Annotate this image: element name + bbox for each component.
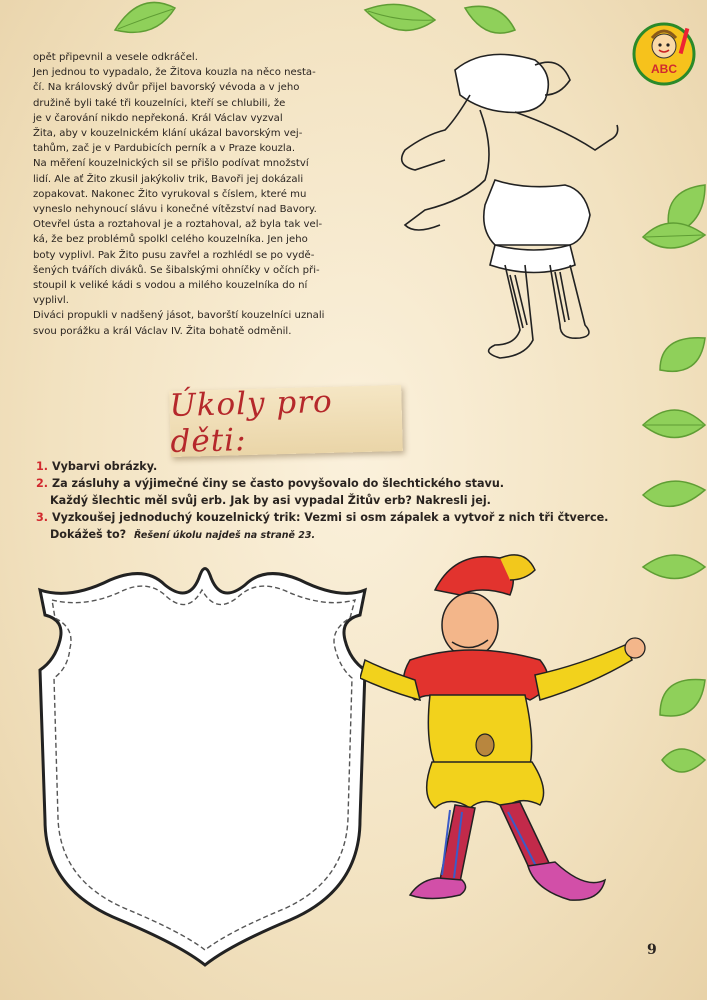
leaf-decoration-icon — [640, 215, 707, 260]
blank-coat-of-arms-shield — [30, 560, 375, 970]
tasks-list — [36, 458, 636, 544]
story-text — [33, 50, 351, 339]
tasks-heading: Úkoly pro děti: — [169, 383, 334, 461]
leaf-decoration-icon — [640, 470, 707, 520]
story-line: čí. Na královský dvůr přijel bavorský vévoda a v jeho — [33, 82, 300, 94]
task-text: Za zásluhy a výjimečné činy se často povyšovalo do šlechtického stavu. — [51, 477, 505, 490]
story-line: Otevřel ústa a roztahoval je a roztahoval, až byla tak vel- — [33, 219, 323, 231]
tasks-heading-banner — [169, 383, 403, 461]
story-line: šených tvářích diváků. Se šibalskými ohníčky v očích při- — [33, 264, 320, 276]
story-line: vyplivl. — [33, 295, 69, 307]
story-line: svou porážku a král Václav IV. Žita bohatě odměnil. — [33, 325, 292, 337]
story-line: stoupil k veliké kádi s vodou a milého kouzelníka do ní — [33, 280, 308, 292]
jester-lineart-illustration — [385, 40, 645, 370]
task-number: 2. — [36, 477, 49, 490]
task-text-continued: Každý šlechtic měl svůj erb. Jak by asi vypadal Žitův erb? Nakresli jej. — [50, 494, 491, 507]
story-line: ká, že bez problémů spolkl celého kouzelníka. Jen jeho — [33, 234, 308, 246]
task-number: 3. — [36, 511, 49, 524]
story-line: Na měření kouzelnických sil se přišlo podívat množství — [33, 158, 309, 170]
task-text: Dokážeš to? — [50, 528, 127, 541]
story-line: Diváci propukli v nadšený jásot, bavorští kouzelníci uznali — [33, 310, 325, 322]
story-line: je v čarování nikdo nepřekoná. Král Václav vyzval — [33, 112, 283, 124]
story-line: opět připevnil a vesele odkráčel. — [33, 52, 198, 63]
story-line: družině byli také tři kouzelníci, kteří se chlubili, že — [33, 97, 286, 109]
leaf-decoration-icon — [655, 330, 707, 380]
leaf-decoration-icon — [110, 0, 180, 40]
story-line: tahům, zač je v Pardubicích perník a v Praze kouzla. — [33, 143, 296, 155]
leaf-decoration-icon — [655, 670, 707, 725]
colored-jester-illustration — [360, 550, 660, 930]
task-item — [36, 509, 636, 526]
story-line: boty vyplivl. Pak Žito pusu zavřel a rozhlédl se po vydě- — [33, 249, 315, 261]
leaf-decoration-icon — [360, 0, 440, 40]
task-item — [36, 458, 636, 475]
story-line: Jen jednou to vypadalo, že Žitova kouzla na něco nesta- — [33, 67, 316, 79]
task-text: Vybarvi obrázky. — [51, 460, 158, 473]
page-number: 9 — [647, 942, 657, 958]
task-hint: Řešení úkolu najdeš na straně 23. — [134, 530, 316, 541]
story-line: zopakovat. Nakonec Žito vyrukoval s číslem, které mu — [33, 188, 307, 200]
task-item-continued — [36, 526, 636, 544]
story-line: lidí. Ale ať Žito zkusil jakýkoliv trik, Bavoři jej dokázali — [33, 173, 304, 185]
story-line: vyneslo nehynoucí slávu i konečné vítězství nad Bavory. — [33, 204, 317, 216]
task-item — [36, 475, 636, 492]
story-line: Žita, aby v kouzelnickém klání ukázal bavorským vej- — [33, 128, 303, 140]
abc-badge-label: ABC — [651, 62, 677, 76]
leaf-decoration-icon — [640, 400, 707, 450]
leaf-decoration-icon — [660, 740, 707, 785]
leaf-decoration-icon — [460, 0, 520, 40]
task-number: 1. — [36, 460, 49, 473]
task-text: Vyzkoušej jednoduchý kouzelnický trik: Vezmi si osm zápalek a vytvoř z nich tři čtverce. — [51, 511, 609, 524]
